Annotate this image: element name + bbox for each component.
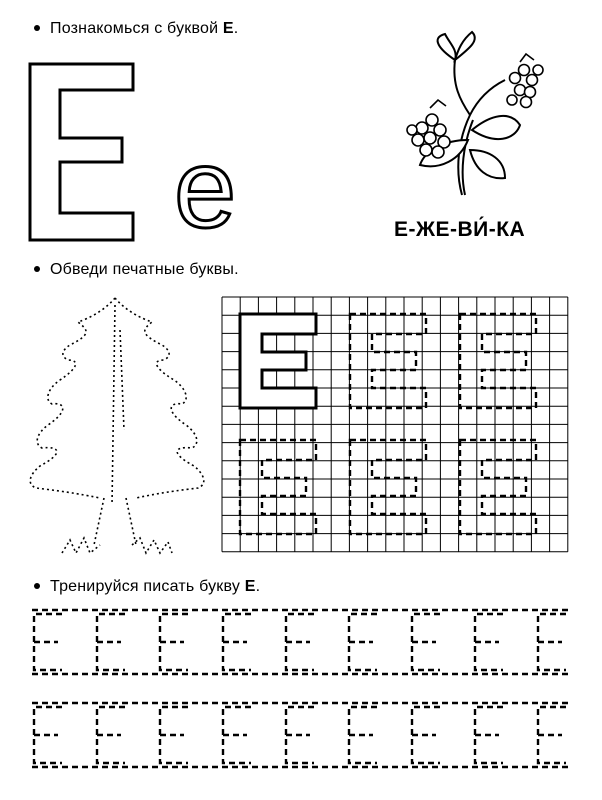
practice-letter-cell[interactable] [160,614,188,670]
practice-letter-cell[interactable] [34,614,62,670]
practice-letter-cell[interactable] [475,614,503,670]
instruction-trace-text: Обведи печатные буквы. [50,261,239,278]
practice-letter-cell[interactable] [475,707,503,763]
practice-letter-cell[interactable] [97,707,125,763]
instruction-meet-letter-highlight: Е [222,20,234,37]
practice-letter-cell[interactable] [286,707,314,763]
practice-letter-cell[interactable] [286,614,314,670]
syllable-word: Е-ЖЕ-ВИ́-КА [394,218,526,241]
instruction-meet-end: . [233,20,239,37]
practice-letter-cell[interactable] [412,614,440,670]
instruction-practice-letter-highlight: Е [244,578,256,595]
practice-letter-cell[interactable] [97,614,125,670]
instruction-practice-text: Тренируйся писать букву [50,578,241,595]
practice-letter-cell[interactable] [160,707,188,763]
practice-letter-cell[interactable] [349,614,377,670]
practice-letter-cell[interactable] [223,614,251,670]
instruction-practice-end: . [255,578,261,595]
instruction-meet-text: Познакомься с буквой [50,20,219,37]
practice-letter-cell[interactable] [538,707,566,763]
practice-letter-cell[interactable] [538,614,566,670]
practice-letter-cell[interactable] [349,707,377,763]
practice-letter-cell[interactable] [34,707,62,763]
practice-letter-cell[interactable] [223,707,251,763]
outline-letter-lower: е [174,126,237,251]
practice-letter-cell[interactable] [412,707,440,763]
